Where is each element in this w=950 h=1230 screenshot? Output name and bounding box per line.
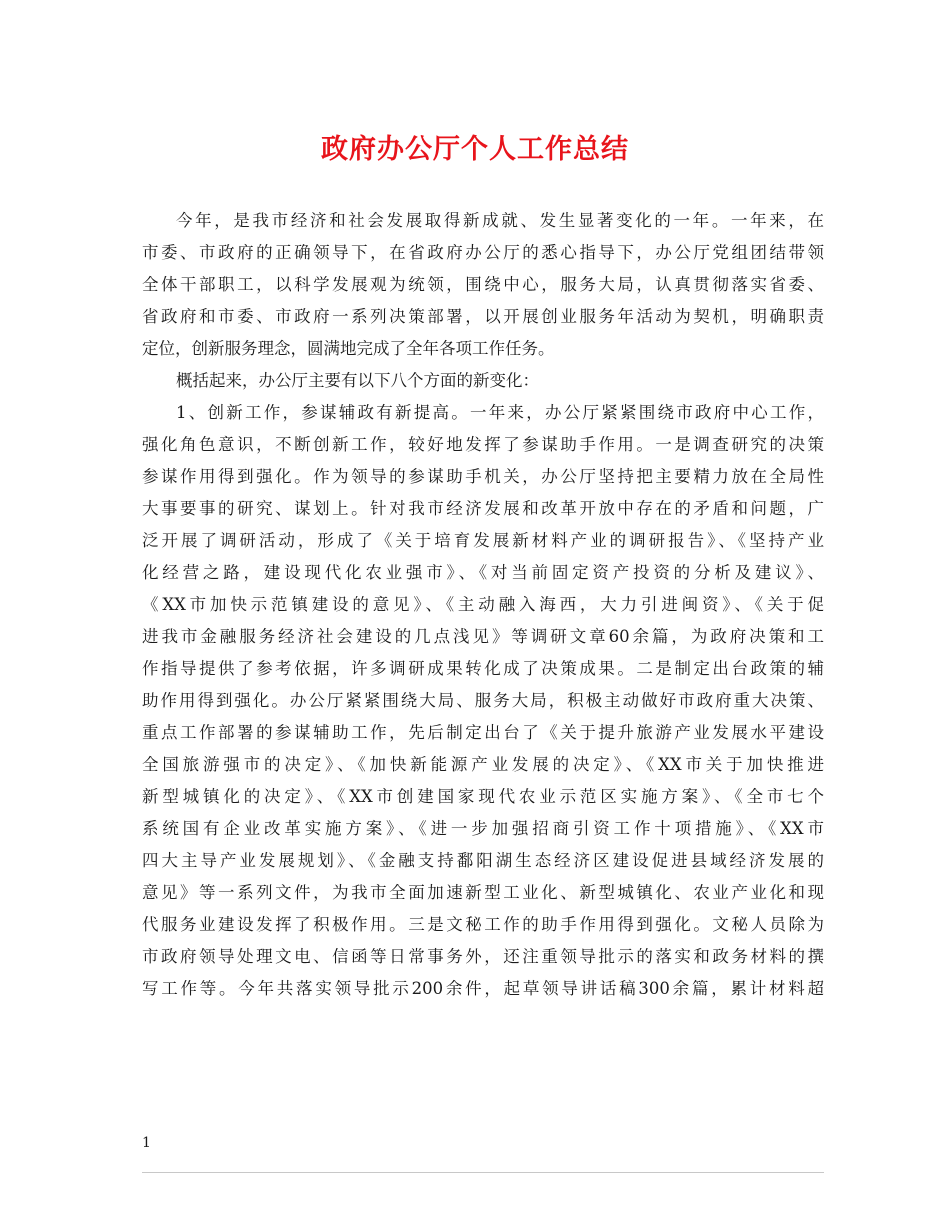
paragraph-line: 全体干部职工，以科学发展观为统领，围绕中心，服务大局，认真贯彻落实省委、 xyxy=(142,275,824,294)
paragraph-line: 重点工作部署的参谋辅助工作，先后制定出台了《关于提升旅游产业发展水平建设 xyxy=(142,723,824,742)
paragraph-line: 省政府和市委、市政府一系列决策部署，以开展创业服务年活动为契机，明确职责 xyxy=(142,307,824,326)
paragraph-line: 代服务业建设发挥了积极作用。三是文秘工作的助手作用得到强化。文秘人员除为 xyxy=(142,915,824,934)
paragraph-line: 大事要事的研究、谋划上。针对我市经济发展和改革开放中存在的矛盾和问题，广 xyxy=(142,499,824,518)
paragraph-line: 化经营之路，建设现代化农业强市》、《对当前固定资产投资的分析及建议》、 xyxy=(142,563,824,582)
paragraph-line: 四大主导产业发展规划》、《金融支持鄱阳湖生态经济区建设促进县域经济发展的 xyxy=(142,851,824,870)
paragraph-line: 强化角色意识，不断创新工作，较好地发挥了参谋助手作用。一是调查研究的决策 xyxy=(142,435,824,454)
paragraph-line: 1、创新工作，参谋辅政有新提高。一年来，办公厅紧紧围绕市政府中心工作， xyxy=(176,403,824,422)
paragraph-line: 市政府领导处理文电、信函等日常事务外，还注重领导批示的落实和政务材料的撰 xyxy=(142,947,824,966)
paragraph-line: 市委、市政府的正确领导下，在省政府办公厅的悉心指导下，办公厅党组团结带领 xyxy=(142,243,824,262)
paragraph-line: 今年，是我市经济和社会发展取得新成就、发生显著变化的一年。一年来，在 xyxy=(176,211,824,230)
paragraph-line: 助作用得到强化。办公厅紧紧围绕大局、服务大局，积极主动做好市政府重大决策、 xyxy=(142,691,824,710)
paragraph-line: 新型城镇化的决定》、《XX市创建国家现代农业示范区实施方案》、《全市七个 xyxy=(142,787,824,806)
paragraph-line: 全国旅游强市的决定》、《加快新能源产业发展的决定》、《XX市关于加快推进 xyxy=(142,755,824,774)
paragraph xyxy=(142,205,824,365)
paragraph-line: 概括起来，办公厅主要有以下八个方面的新变化： xyxy=(176,371,539,390)
paragraph-line: 写工作等。今年共落实领导批示200余件，起草领导讲话稿300余篇，累计材料超 xyxy=(142,979,824,998)
document-title: 政府办公厅个人工作总结 xyxy=(321,134,629,165)
paragraph xyxy=(142,365,824,397)
paragraph xyxy=(142,397,824,1005)
paragraph-line: 系统国有企业改革实施方案》、《进一步加强招商引资工作十项措施》、《XX市 xyxy=(142,819,824,838)
paragraph-line: 定位，创新服务理念，圆满地完成了全年各项工作任务。 xyxy=(142,339,555,358)
paragraph-line: 《XX市加快示范镇建设的意见》、《主动融入海西，大力引进闽资》、《关于促 xyxy=(142,595,824,614)
page-number: 1 xyxy=(142,1135,151,1151)
paragraph-line: 意见》等一系列文件，为我市全面加速新型工业化、新型城镇化、农业产业化和现 xyxy=(142,883,824,902)
document-body xyxy=(142,205,824,1005)
footer-divider xyxy=(142,1172,824,1173)
paragraph-line: 进我市金融服务经济社会建设的几点浅见》等调研文章60余篇，为政府决策和工 xyxy=(142,627,824,646)
paragraph-line: 作指导提供了参考依据，许多调研成果转化成了决策成果。二是制定出台政策的辅 xyxy=(142,659,824,678)
paragraph-line: 泛开展了调研活动，形成了《关于培育发展新材料产业的调研报告》、《坚持产业 xyxy=(142,531,824,550)
paragraph-line: 参谋作用得到强化。作为领导的参谋助手机关，办公厅坚持把主要精力放在全局性 xyxy=(142,467,824,486)
